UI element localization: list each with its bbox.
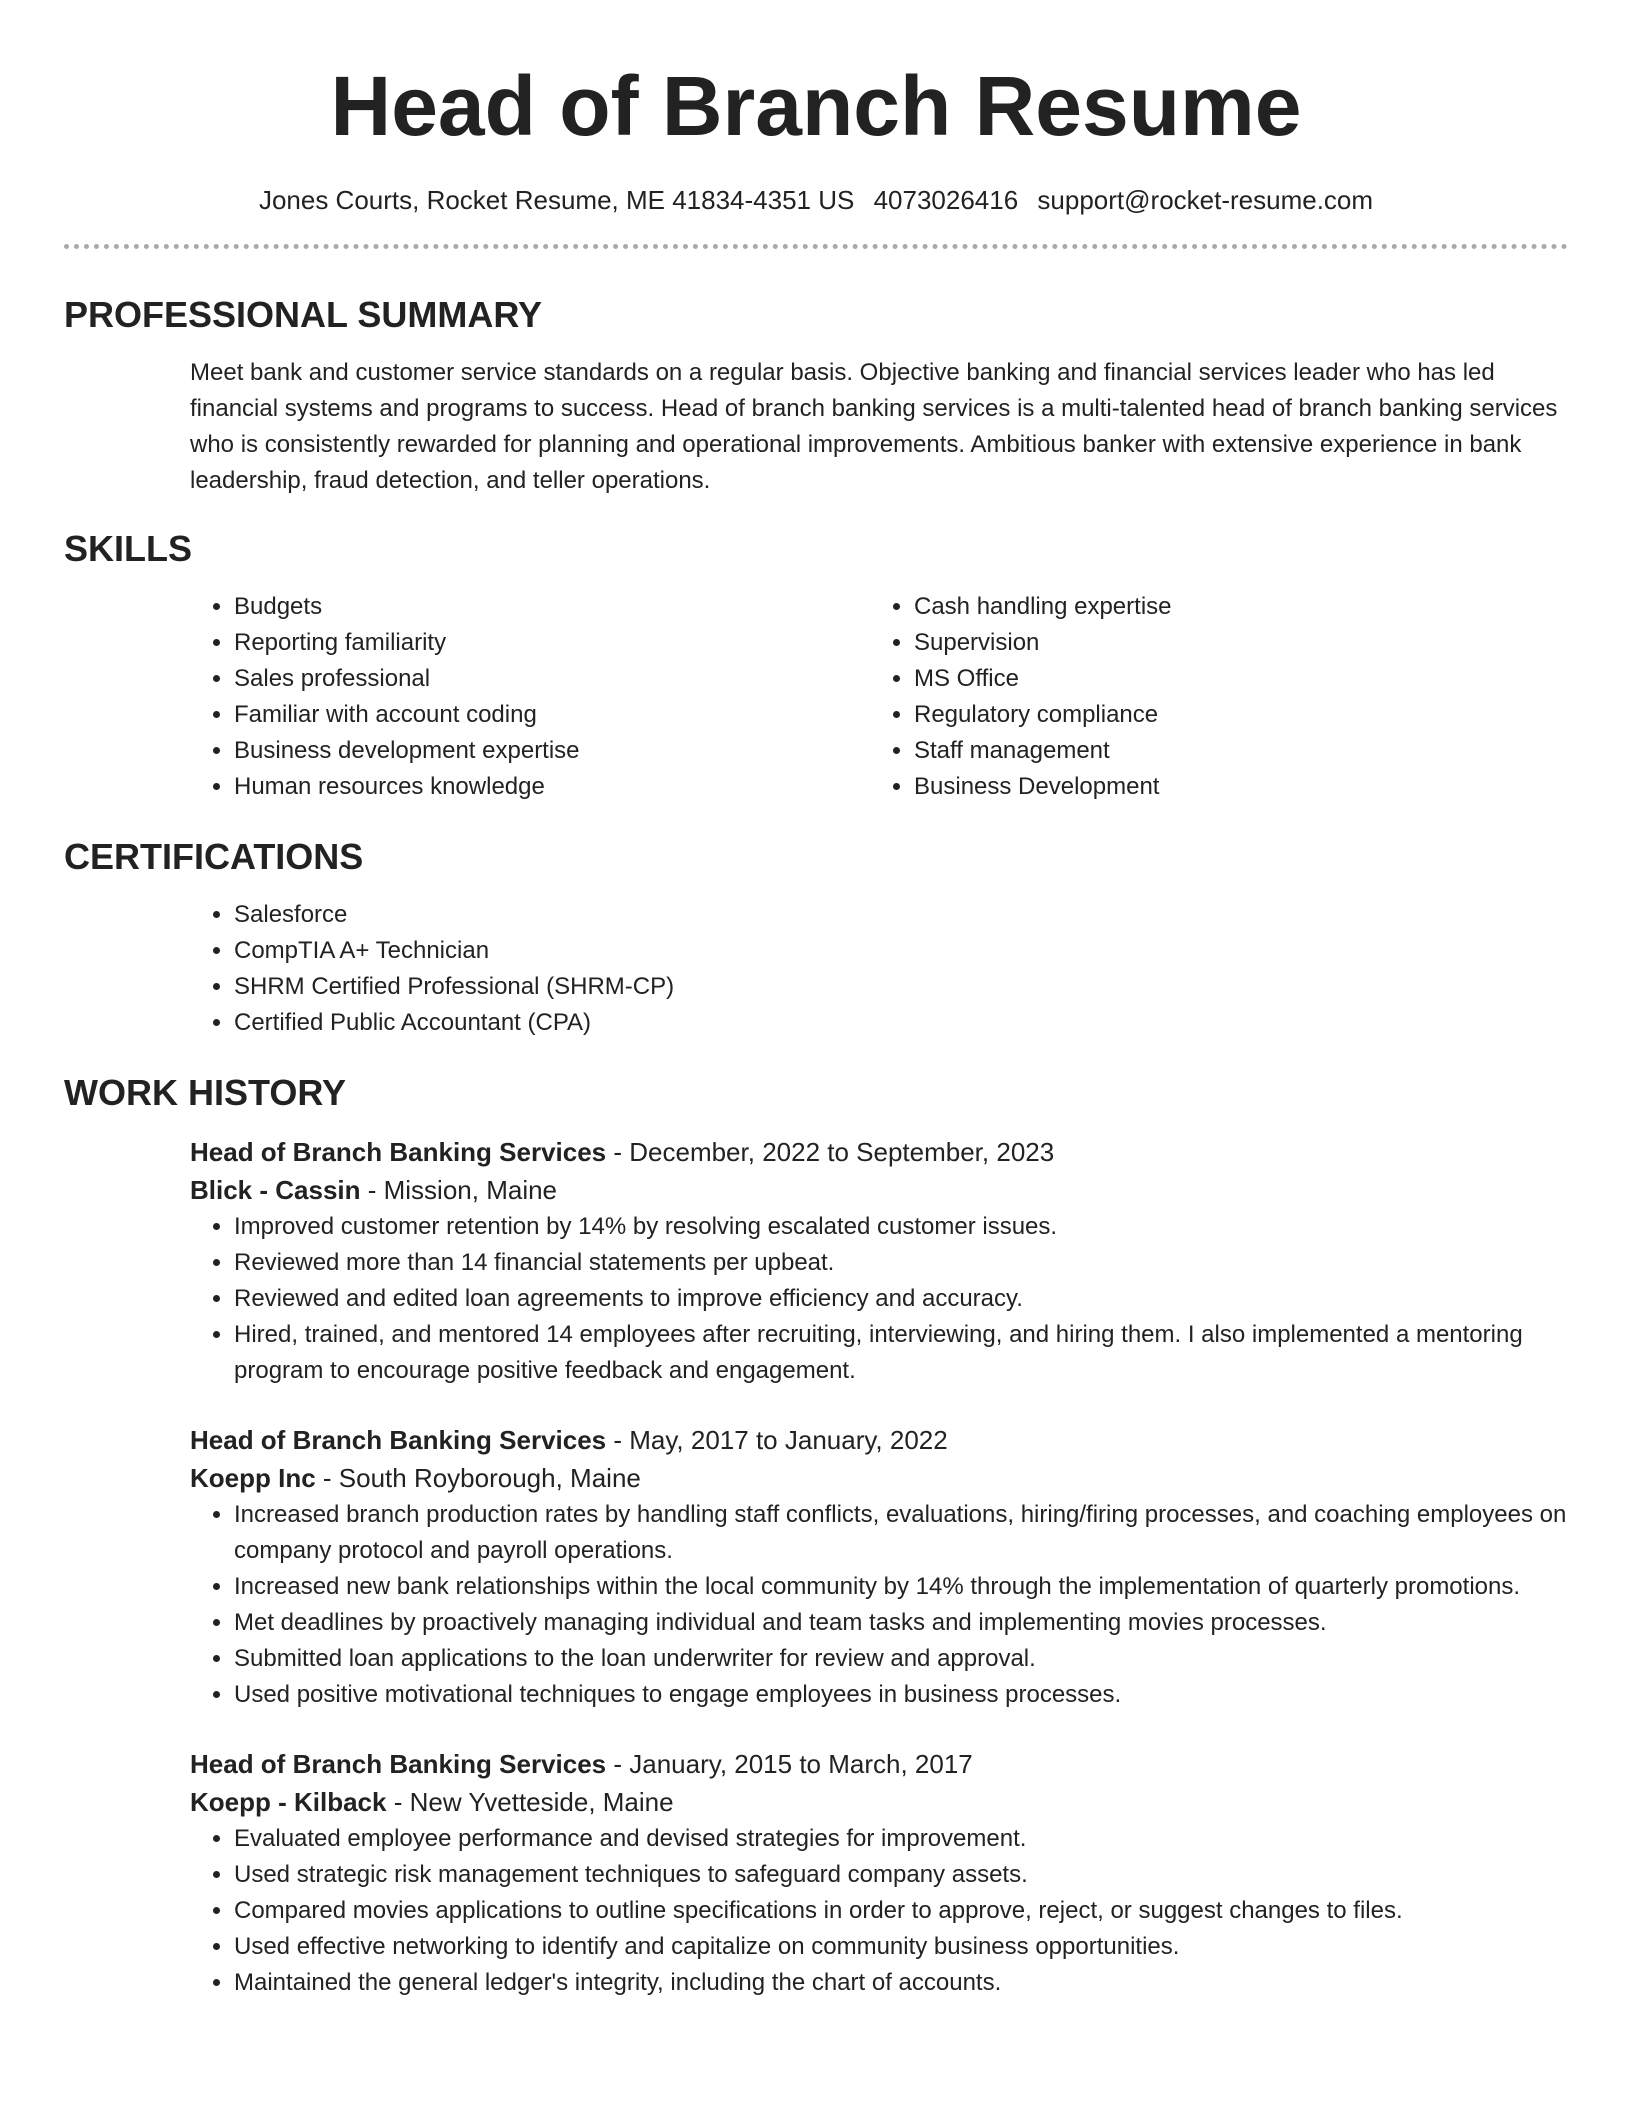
- certification-item: • SHRM Certified Professional (SHRM-CP): [234, 969, 1568, 1005]
- job-bullet: • Hired, trained, and mentored 14 employees after recruiting, interviewing, and hiring them. I also implemented a mentoring program to encourage positive feedback and engagement.: [234, 1317, 1568, 1389]
- job-dates: - December, 2022 to September, 2023: [606, 1137, 1055, 1167]
- skills-column-right: [870, 589, 1550, 805]
- job-company-line: [190, 1171, 1568, 1209]
- skill-item: • MS Office: [914, 661, 1550, 697]
- skill-item: • Reporting familiarity: [234, 625, 870, 661]
- resume-page: [64, 0, 1568, 2001]
- skill-item: • Human resources knowledge: [234, 769, 870, 805]
- job-company-line: [190, 1783, 1568, 1821]
- job-bullet: • Used strategic risk management techniques to safeguard company assets.: [234, 1857, 1568, 1893]
- job-company-line: [190, 1459, 1568, 1497]
- work-history-heading: WORK HISTORY: [64, 1072, 347, 1113]
- skill-item: • Sales professional: [234, 661, 870, 697]
- job-bullet: • Increased branch production rates by handling staff conflicts, evaluations, hiring/firing processes, and coaching employees on company protocol and payroll operations.: [234, 1497, 1568, 1569]
- job-dates: - May, 2017 to January, 2022: [606, 1425, 948, 1455]
- certification-item: • CompTIA A+ Technician: [234, 933, 1568, 969]
- skill-item: • Staff management: [914, 733, 1550, 769]
- skill-item: • Budgets: [234, 589, 870, 625]
- certifications-heading: CERTIFICATIONS: [64, 836, 364, 877]
- certification-item: • Certified Public Accountant (CPA): [234, 1005, 1568, 1041]
- job-title: Head of Branch Banking Services: [190, 1749, 607, 1779]
- job-company: Blick - Cassin: [190, 1175, 361, 1205]
- contact-line: [64, 182, 1568, 218]
- job-company: Koepp - Kilback: [190, 1787, 387, 1817]
- skills-section: [64, 527, 1568, 805]
- skills-columns: [190, 589, 1568, 805]
- summary-text: Meet bank and customer service standards on a regular basis. Objective banking and financial services leader who has led financial systems and programs to success. Head of branch banking services is a multi-talented head of branch banking services who is consistently rewarded for planning and operational improvements. Ambitious banker with extensive experience in bank leadership, fraud detection, and teller operations.: [190, 359, 1558, 494]
- job-location: - South Royborough, Maine: [315, 1463, 641, 1493]
- job-entry: [190, 1745, 1568, 2001]
- job-bullet: • Reviewed and edited loan agreements to improve efficiency and accuracy.: [234, 1281, 1568, 1317]
- job-bullet: • Met deadlines by proactively managing individual and team tasks and implementing movies processes.: [234, 1605, 1568, 1641]
- job-bullet: • Reviewed more than 14 financial statements per upbeat.: [234, 1245, 1568, 1281]
- contact-address: Jones Courts, Rocket Resume, ME 41834-4351 US: [258, 185, 855, 215]
- job-bullet: • Submitted loan applications to the loan underwriter for review and approval.: [234, 1641, 1568, 1677]
- job-bullet: • Improved customer retention by 14% by resolving escalated customer issues.: [234, 1209, 1568, 1245]
- job-title: Head of Branch Banking Services: [190, 1425, 607, 1455]
- summary-section: [64, 293, 1568, 499]
- resume-title: Head of Branch Resume: [330, 59, 1302, 153]
- skill-item: • Business Development: [914, 769, 1550, 805]
- job-entry: [190, 1421, 1568, 1713]
- contact-email: support@rocket-resume.com: [1037, 185, 1374, 215]
- job-bullet: • Compared movies applications to outline specifications in order to approve, reject, or suggest changes to files.: [234, 1893, 1568, 1929]
- job-location: - Mission, Maine: [360, 1175, 558, 1205]
- job-bullet: • Used positive motivational techniques to engage employees in business processes.: [234, 1677, 1568, 1713]
- contact-phone: 4073026416: [873, 185, 1019, 215]
- skills-heading: SKILLS: [64, 528, 193, 569]
- certifications-section: [64, 835, 1568, 1041]
- skill-item: • Regulatory compliance: [914, 697, 1550, 733]
- skill-item: • Business development expertise: [234, 733, 870, 769]
- skill-item: • Supervision: [914, 625, 1550, 661]
- job-entry: [190, 1133, 1568, 1389]
- skill-item: • Cash handling expertise: [914, 589, 1550, 625]
- job-bullet: • Increased new bank relationships within the local community by 14% through the implementation of quarterly promotions.: [234, 1569, 1568, 1605]
- job-bullet: • Used effective networking to identify and capitalize on community business opportunities.: [234, 1929, 1568, 1965]
- skill-item: • Familiar with account coding: [234, 697, 870, 733]
- header-divider: [64, 244, 1568, 249]
- job-title-line: [190, 1421, 1568, 1459]
- job-bullet: • Maintained the general ledger's integrity, including the chart of accounts.: [234, 1965, 1568, 2001]
- job-title: Head of Branch Banking Services: [190, 1137, 607, 1167]
- summary-heading: PROFESSIONAL SUMMARY: [64, 294, 543, 335]
- skills-column-left: [190, 589, 870, 805]
- work-history-section: [64, 1071, 1568, 2001]
- job-bullet: • Evaluated employee performance and devised strategies for improvement.: [234, 1821, 1568, 1857]
- job-location: - New Yvetteside, Maine: [386, 1787, 674, 1817]
- job-title-line: [190, 1133, 1568, 1171]
- certification-item: • Salesforce: [234, 897, 1568, 933]
- job-title-line: [190, 1745, 1568, 1783]
- job-company: Koepp Inc: [190, 1463, 316, 1493]
- job-dates: - January, 2015 to March, 2017: [606, 1749, 973, 1779]
